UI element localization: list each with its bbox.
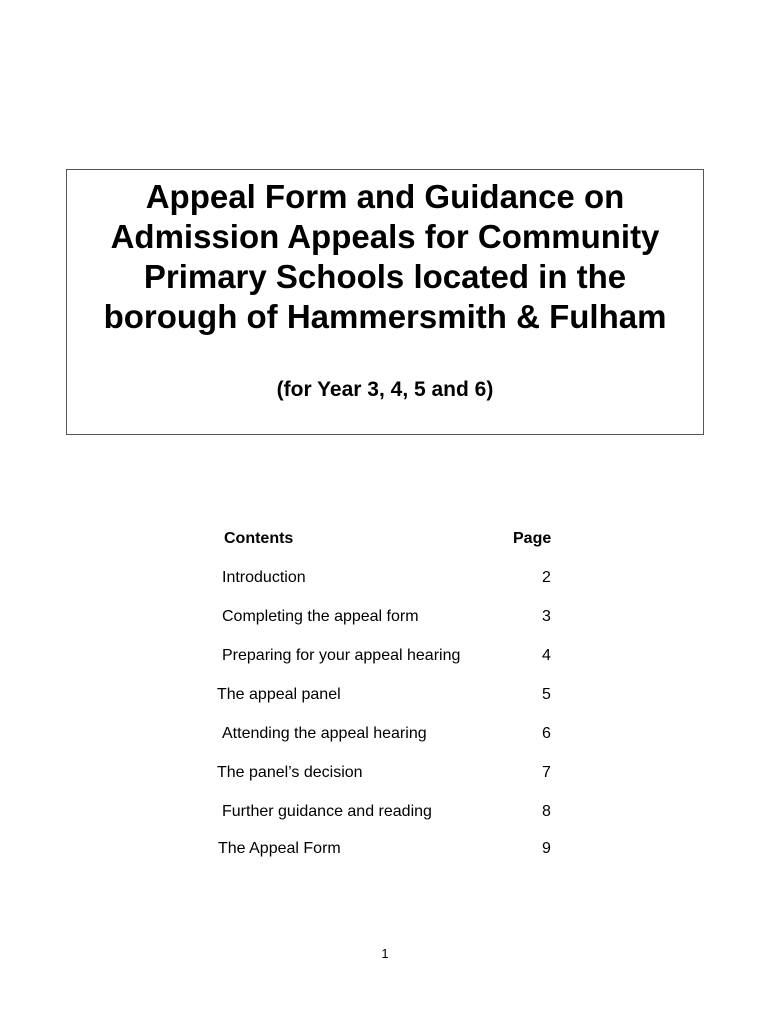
title-line-2: Admission Appeals for Community (110, 218, 660, 255)
contents-entry-page: 4 (542, 647, 551, 664)
contents-entry-label: Introduction (222, 569, 306, 586)
contents-entry-label: The Appeal Form (218, 840, 341, 857)
title-line-4: borough of Hammersmith & Fulham (103, 298, 667, 335)
contents-entry-page: 2 (542, 569, 551, 586)
contents-entry-page: 7 (542, 764, 551, 781)
contents-entry-page: 9 (542, 840, 551, 857)
contents-heading: Contents (224, 530, 294, 547)
title-line-3: Primary Schools located in the (143, 258, 627, 295)
page-heading: Page (513, 530, 552, 547)
title-line-1: Appeal Form and Guidance on (145, 178, 625, 215)
page-number: 1 (381, 946, 389, 961)
document-subtitle: (for Year 3, 4, 5 and 6) (276, 378, 494, 401)
contents-entry-page: 6 (542, 725, 551, 742)
contents-entry-label: Completing the appeal form (222, 608, 419, 625)
contents-entry-page: 5 (542, 686, 551, 703)
contents-entry-label: The appeal panel (217, 686, 341, 703)
contents-entry-page: 3 (542, 608, 551, 625)
contents-entry-label: Attending the appeal hearing (222, 725, 427, 742)
contents-entry-label: Preparing for your appeal hearing (222, 647, 461, 664)
contents-entry-label: Further guidance and reading (222, 803, 432, 820)
contents-entry-page: 8 (542, 803, 551, 820)
contents-entry-label: The panel’s decision (217, 764, 363, 781)
